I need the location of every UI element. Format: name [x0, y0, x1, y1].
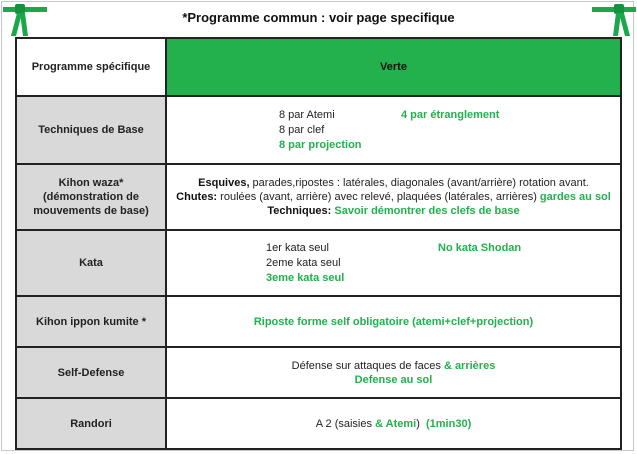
- kihon-chutes: Chutes: roulées (avant, arrière) avec relevé, plaquées (latérales, arrières) gardes au sol: [176, 191, 611, 203]
- techniques-value: [166, 96, 621, 164]
- kihon-esquives: Esquives, parades,ripostes : latérales, diagonales (avant/arrière) rotation avant.: [198, 177, 589, 189]
- kata-second: 2eme kata seul: [266, 257, 341, 269]
- techniques-atemi: 8 par Atemi: [279, 109, 335, 121]
- self-defense-ground: Defense au sol: [354, 373, 433, 386]
- self-defense-label: Self-Defense: [16, 347, 166, 398]
- techniques-projection: 8 par projection: [279, 139, 362, 151]
- kumite-value: Riposte forme self obligatoire (atemi+clef+projection): [166, 296, 621, 347]
- techniques-strangle: 4 par étranglement: [401, 109, 500, 121]
- kihon-waza-label: Kihon waza* (démonstration de mouvements de base): [16, 164, 166, 230]
- table-header-row: [16, 38, 621, 96]
- randori-label: Randori: [16, 398, 166, 449]
- kumite-label: Kihon ippon kumite *: [16, 296, 166, 347]
- row-kumite: [16, 296, 621, 347]
- row-kata: [16, 230, 621, 296]
- row-randori: [16, 398, 621, 449]
- kata-first: 1er kata seul: [266, 242, 329, 254]
- header-label: Programme spécifique: [16, 38, 166, 96]
- row-self-defense: [16, 347, 621, 398]
- kata-third: 3eme kata seul: [266, 272, 345, 284]
- row-kihon-waza: [16, 164, 621, 230]
- randori-value: A 2 (saisies & Atemi) (1min30): [166, 398, 621, 449]
- kata-label: Kata: [16, 230, 166, 296]
- belt-level-header: Verte: [166, 38, 621, 96]
- techniques-label: Techniques de Base: [16, 96, 166, 164]
- row-techniques: [16, 96, 621, 164]
- techniques-clef: 8 par clef: [279, 124, 325, 136]
- kata-shodan: No kata Shodan: [438, 242, 522, 254]
- program-table: [15, 37, 622, 450]
- common-program-note: *Programme commun : voir page specifique: [182, 10, 455, 25]
- self-defense-value: [166, 347, 621, 398]
- kihon-waza-value: [166, 164, 621, 230]
- self-defense-faces: Défense sur attaques de faces & arrières: [291, 359, 496, 372]
- kata-value: [166, 230, 621, 296]
- kihon-techniques: Techniques: Savoir démontrer des clefs de base: [267, 205, 520, 217]
